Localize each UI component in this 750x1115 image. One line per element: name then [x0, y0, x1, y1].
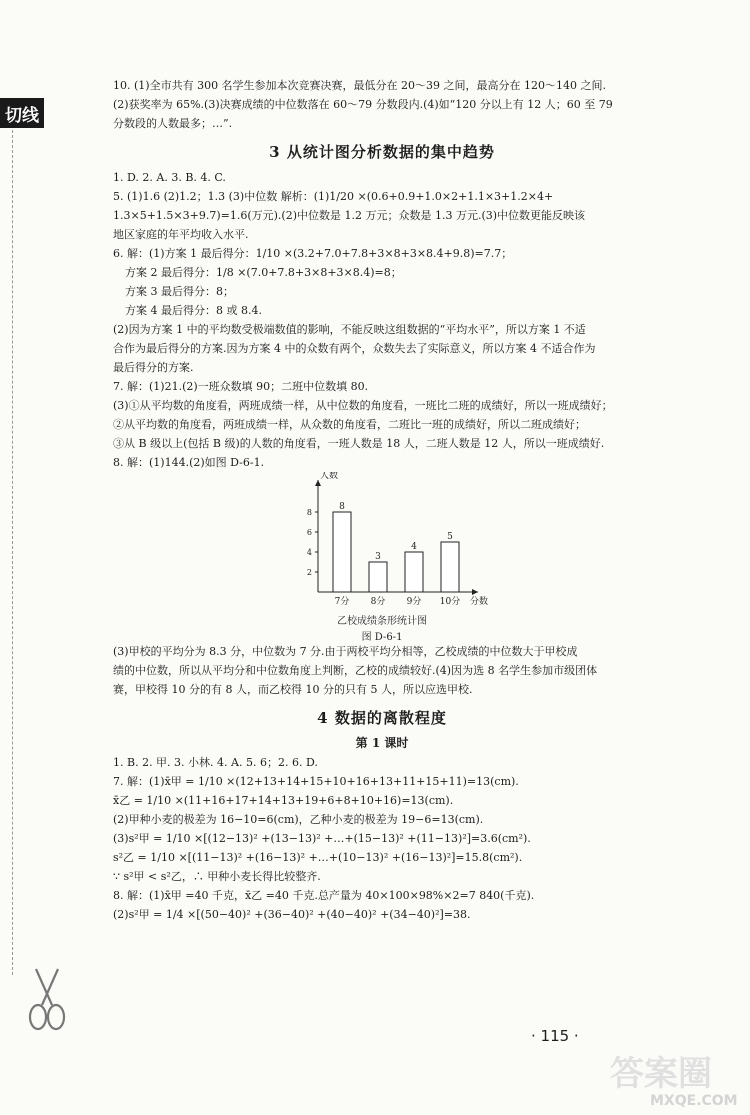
scissors-icon: [18, 965, 78, 1035]
y-tick-label: 8: [306, 508, 312, 517]
bar-chart: [288, 472, 488, 612]
figure-label: 图 D-6-1: [361, 632, 403, 643]
answer-line: 7. 解：(1)x̄甲 = 1/10 ×(12+13+14+15+10+16+13+11+15+11)=13(cm).: [113, 775, 519, 788]
svg-text:答案圈: 答案圈: [610, 1054, 712, 1094]
bar: [333, 512, 351, 592]
page-number: · 115 ·: [531, 1027, 579, 1045]
answer-line: x̄乙 = 1/10 ×(11+16+17+14+13+19+6+8+10+16)=13(cm).: [113, 794, 454, 807]
bar: [369, 562, 387, 592]
answer-line: 方案 4 最后得分：8 或 8.4.: [125, 304, 262, 317]
answer-10-line: 10. (1)全市共有 300 名学生参加本次竞赛决赛，最低分在 20～39 之间，最高分在 120～140 之间.: [113, 79, 607, 92]
answer-line: 合作为最后得分的方案.因为方案 4 中的众数有两个，众数失去了实际意义，所以方案 4 不适合作为: [113, 342, 596, 355]
answer-line: ∵ s²甲 < s²乙，∴ 甲种小麦长得比较整齐.: [113, 870, 321, 883]
bar-data-label: 3: [375, 552, 381, 562]
cut-dashed-line: [12, 130, 13, 975]
bar-data-label: 8: [339, 502, 345, 512]
answer-line: (2)因为方案 1 中的平均数受极端数值的影响，不能反映这组数据的“平均水平”，所以方案 1 不适: [113, 323, 586, 336]
answer-line: 方案 2 最后得分：1/8 ×(7.0+7.8+3×8+3×8.4)=8；: [125, 266, 402, 279]
answer-line: (2)s²甲 = 1/4 ×[(50−40)² +(36−40)² +(40−40)² +(34−40)²]=38.: [113, 908, 471, 921]
answer-line: 方案 3 最后得分：8；: [125, 285, 234, 298]
answer-line: 6. 解：(1)方案 1 最后得分：1/10 ×(3.2+7.0+7.8+3×8+3×8.4+9.8)=7.7；: [113, 247, 513, 260]
x-axis-arrow: [472, 589, 478, 595]
bar: [441, 542, 459, 592]
bar-data-label: 4: [411, 542, 417, 552]
answer-line: 1. B. 2. 甲. 3. 小林. 4. A. 5. 6；2. 6. D.: [113, 756, 318, 769]
x-tick-label: 10分: [439, 597, 461, 607]
bar-data-label: 5: [447, 532, 453, 542]
answer-line: 5. (1)1.6 (2)1.2；1.3 (3)中位数 解析：(1)1/20 ×(0.6+0.9+1.0×2+1.1×3+1.2×4+: [113, 190, 554, 203]
answer-line: (3)①从平均数的角度看，两班成绩一样，从中位数的角度看，一班比二班的成绩好，所以一班成绩好；: [113, 399, 613, 412]
section-3-title: 3 从统计图分析数据的集中趋势: [269, 143, 495, 161]
answer-line: (3)甲校的平均分为 8.3 分，中位数为 7 分.由于两校平均分相等，乙校成绩的中位数大于甲校成: [113, 645, 578, 658]
y-tick-label: 2: [306, 568, 312, 577]
answer-line: 赛，甲校得 10 分的有 8 人，而乙校得 10 分的只有 5 人，所以应选甲校.: [113, 683, 473, 696]
lesson-subtitle: 第 1 课时: [355, 736, 409, 750]
answer-line: 1. D. 2. A. 3. B. 4. C.: [113, 171, 226, 184]
bar: [405, 552, 423, 592]
chart-title: 乙校成绩条形统计图: [337, 616, 427, 627]
bar-chart-container: [113, 472, 651, 642]
y-axis-label: 人数: [320, 472, 339, 481]
answer-line: ②从平均数的角度看，两班成绩一样，从众数的角度看，二班比一班的成绩好，所以二班成绩好；: [113, 418, 586, 431]
answer-line: 7. 解：(1)21.(2)一班众数填 90；二班中位数填 80.: [113, 380, 369, 393]
watermark-url: MXQE.COM: [650, 1093, 738, 1109]
x-axis-label: 分数: [470, 597, 488, 607]
y-tick-label: 4: [306, 548, 312, 557]
section-4-title: 4 数据的离散程度: [317, 709, 447, 727]
answer-line: 8. 解：(1)x̄甲 =40 千克，x̄乙 =40 千克.总产量为 40×100×98%×2=7 840(千克).: [113, 889, 535, 902]
x-tick-label: 9分: [406, 597, 422, 607]
answer-line: 最后得分的方案.: [113, 361, 194, 374]
answer-10-line: (2)获奖率为 65%.(3)决赛成绩的中位数落在 60～79 分数段内.(4)如“120 分以上有 12 人；60 至 79: [113, 98, 613, 111]
cut-line-tab: 切线: [0, 98, 44, 128]
answer-line: (2)甲种小麦的极差为 16−10=6(cm)，乙种小麦的极差为 19−6=13(cm).: [113, 813, 484, 826]
answer-10-line: 分数段的人数最多；…”.: [113, 117, 233, 130]
answer-line: 1.3×5+1.5×3+9.7)=1.6(万元).(2)中位数是 1.2 万元；众数是 1.3 万元.(3)中位数更能反映该: [113, 209, 586, 222]
answer-line: s²乙 = 1/10 ×[(11−13)² +(16−13)² +…+(10−13)² +(16−13)²]=15.8(cm²).: [113, 851, 523, 864]
answer-line: ③从 B 级以上(包括 B 级)的人数的角度看，一班人数是 18 人，二班人数是 12 人，所以一班成绩好.: [113, 437, 605, 450]
answer-line: 地区家庭的年平均收入水平.: [113, 228, 249, 241]
answer-line: 8. 解：(1)144.(2)如图 D-6-1.: [113, 456, 265, 469]
x-tick-label: 8分: [370, 597, 386, 607]
page-content: [113, 76, 651, 924]
y-tick-label: 6: [306, 528, 312, 537]
answer-line: (3)s²甲 = 1/10 ×[(12−13)² +(13−13)² +…+(15−13)² +(11−13)²]=3.6(cm²).: [113, 832, 531, 845]
x-tick-label: 7分: [334, 597, 350, 607]
answer-line: 绩的中位数，所以从平均分和中位数角度上判断，乙校的成绩较好.(4)因为选 8 名学生参加市级团体: [113, 664, 598, 677]
